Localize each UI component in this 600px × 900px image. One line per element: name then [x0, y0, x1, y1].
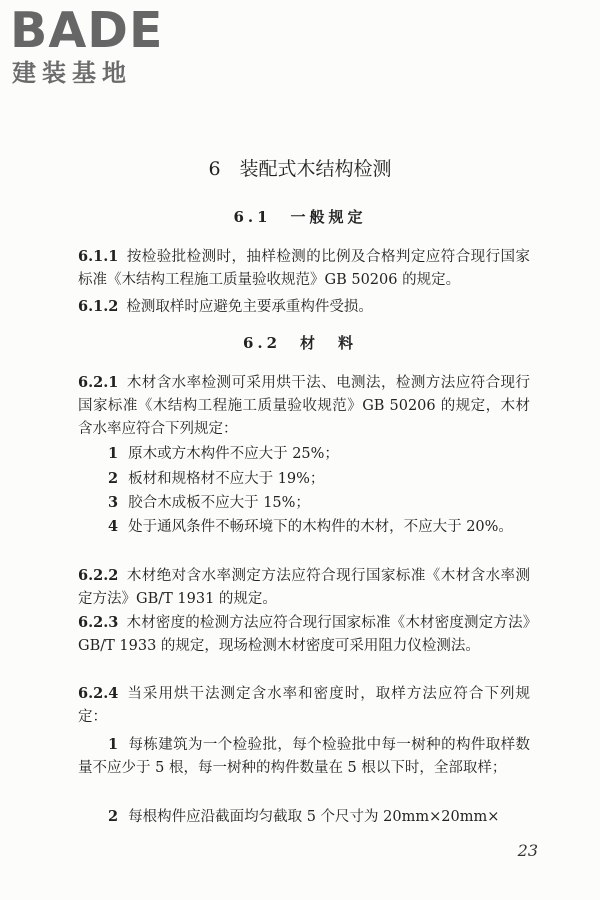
- section-title-6-2: 6.2 材 料: [242, 334, 358, 352]
- clause-number: 6.1.2: [78, 298, 119, 315]
- item-text: 原木或方木构件不应大于 25%；: [128, 446, 339, 462]
- clause-number: 6.2.1: [78, 374, 119, 391]
- item-6-2-1-4: [78, 515, 530, 539]
- clause-number: 6.2.4: [78, 685, 119, 702]
- item-text: 胶合木成板不应大于 15%；: [128, 495, 310, 511]
- item-6-2-4-2: [108, 805, 530, 829]
- clause-6-1-2: [78, 295, 530, 319]
- logo-brand: BADE: [10, 2, 164, 59]
- item-6-2-1-3: [108, 491, 530, 515]
- clause-text: 检测取样时应避免主要承重构件受损。: [126, 299, 373, 315]
- item-number: 1: [108, 736, 119, 753]
- item-text: 每根构件应沿截面均匀截取 5 个尺寸为 20mm×20mm×: [128, 809, 500, 825]
- clause-6-2-2: [78, 564, 530, 611]
- clause-text: 木材密度的检测方法应符合现行国家标准《木材密度测定方法》GB/T 1933 的规定，现场检测木材密度可采用阻力仪检测法。: [78, 615, 530, 654]
- item-6-2-4-1: [78, 733, 530, 780]
- chapter-title: 6 装配式木结构检测: [208, 158, 392, 180]
- item-text: 处于通风条件不畅环境下的木构件的木材，不应大于 20%。: [128, 519, 513, 535]
- clause-number: 6.1.1: [78, 248, 119, 265]
- item-number: 2: [108, 470, 119, 487]
- bade-logo: [10, 4, 175, 92]
- item-number: 1: [108, 445, 119, 462]
- item-number: 3: [108, 494, 119, 511]
- clause-6-2-3: [78, 611, 530, 658]
- item-6-2-1-1: [108, 442, 530, 466]
- item-text: 每栋建筑为一个检验批，每个检验批中每一树种的构件取样数量不应少于 5 根，每一树种的构件数量在 5 根以下时，全部取样；: [78, 737, 530, 776]
- clause-number: 6.2.3: [78, 614, 119, 631]
- clause-6-2-4: [78, 682, 530, 729]
- item-text: 板材和规格材不应大于 19%；: [128, 471, 325, 487]
- section-title-6-1: 6.1 一般规定: [233, 208, 367, 226]
- item-number: 4: [108, 518, 119, 535]
- page-number: 23: [517, 841, 538, 860]
- clause-text: 当采用烘干法测定含水率和密度时，取样方法应符合下列规定：: [78, 686, 530, 725]
- item-number: 2: [108, 808, 119, 825]
- clause-text: 木材绝对含水率测定方法应符合现行国家标准《木材含水率测定方法》GB/T 1931 的规定。: [78, 568, 530, 607]
- clause-text: 按检验批检测时，抽样检测的比例及合格判定应符合现行国家标准《木结构工程施工质量验收规范》GB 50206 的规定。: [78, 249, 530, 288]
- clause-number: 6.2.2: [78, 567, 119, 584]
- clause-text: 木材含水率检测可采用烘干法、电测法，检测方法应符合现行国家标准《木结构工程施工质量验收规范》GB 50206 的规定，木材含水率应符合下列规定：: [78, 375, 530, 437]
- clause-6-1-1: [78, 245, 530, 292]
- item-6-2-1-2: [108, 467, 530, 491]
- clause-6-2-1: [78, 371, 530, 441]
- logo-subtitle: 建装基地: [12, 59, 132, 87]
